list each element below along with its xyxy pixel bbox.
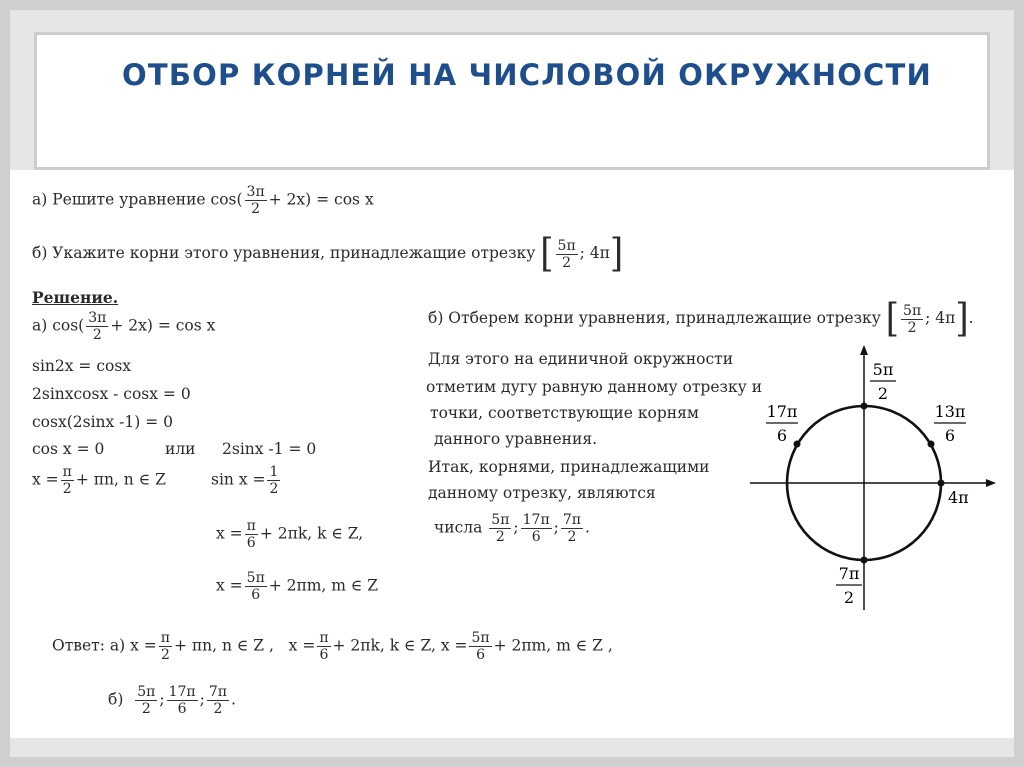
fraction-5pi-6 (245, 570, 267, 603)
den: 2 (213, 701, 223, 717)
explanation-b-head: б) Отберем корни уравнения, принадлежащие отрезку (428, 309, 881, 327)
den: 6 (177, 701, 187, 717)
fraction-17pi-6 (521, 512, 552, 545)
label-5pi-2-den: 2 (877, 384, 889, 403)
x-eq: x = (130, 636, 157, 655)
den: 2 (562, 254, 572, 271)
num: 3π (88, 310, 107, 326)
problem-a-text: а) Решите уравнение cos( (32, 190, 243, 209)
den: 2 (269, 481, 279, 497)
fraction-7pi-2 (207, 684, 229, 717)
solution-step-5: 2sinx -1 = 0 (222, 440, 317, 458)
sep: ; (199, 690, 205, 709)
fraction-3pi-2 (245, 184, 267, 217)
den: 2 (495, 529, 505, 545)
explanation-line-6: данному отрезку, являются (428, 484, 656, 502)
explanation-line-3: точки, соответствующие корням (430, 404, 699, 422)
period: . (585, 518, 590, 537)
segment-end: ; 4π (925, 309, 956, 327)
explanation-line-2: отметим дугу равную данному отрезку и (426, 378, 763, 396)
sep: ; (553, 518, 559, 537)
num: 3π (246, 184, 265, 200)
problem-part-b (32, 231, 624, 277)
answer-term-2: + 2πk, k ∈ Z, (332, 636, 436, 655)
fraction-5pi-2 (135, 684, 157, 717)
num: π (246, 518, 256, 534)
solution-or: или (165, 440, 196, 458)
den: 2 (92, 327, 102, 343)
explanation-line-5: Итак, корнями, принадлежащими (428, 458, 710, 476)
sep: ; (513, 518, 519, 537)
open-bracket: [ (885, 296, 900, 342)
solution-root-3 (216, 570, 378, 603)
label-17pi-6-num: 17π (766, 402, 798, 421)
close-bracket: ] (609, 231, 624, 277)
period: . (230, 690, 236, 709)
label-13pi-6-den: 6 (944, 426, 956, 445)
x-eq: x = (288, 636, 316, 655)
num: 17π (168, 684, 196, 700)
label-7pi-2-num: 7π (838, 564, 860, 583)
x-eq: x = (32, 470, 59, 489)
den: 2 (160, 647, 170, 663)
solution-step-3: cosx(2sinx -1) = 0 (32, 413, 174, 431)
den: 2 (907, 319, 917, 336)
fraction-5pi-2 (901, 303, 923, 336)
num: 5π (557, 237, 576, 254)
num: π (319, 630, 329, 646)
num: 1 (269, 464, 279, 480)
open-bracket: [ (540, 231, 554, 277)
fraction-17pi-6 (167, 684, 198, 717)
close-bracket: ] (955, 296, 969, 342)
fraction-pi-2 (61, 464, 74, 497)
fraction-1-2 (267, 464, 280, 497)
num: 5π (491, 512, 510, 528)
point-17pi-6 (794, 441, 801, 448)
root-3-tail: + 2πm, m ∈ Z (268, 576, 379, 595)
period: . (968, 309, 974, 327)
root-2-tail: + 2πk, k ∈ Z, (259, 524, 364, 543)
point-13pi-6 (928, 441, 935, 448)
solution-step-1: sin2x = cosx (32, 357, 132, 375)
explanation-part-b (428, 296, 974, 342)
num: 5π (137, 684, 156, 700)
fraction-pi-2 (159, 630, 172, 663)
num: 7π (208, 684, 227, 700)
label-7pi-2-den: 2 (843, 588, 855, 607)
answer-label: Ответ: а) (52, 636, 126, 655)
fraction-3pi-2 (86, 310, 108, 343)
sep: ; (159, 690, 165, 709)
x-eq: x = (216, 576, 243, 595)
answer-part-b (108, 684, 236, 717)
num: 17π (522, 512, 550, 528)
step-a-tail: + 2x) = cos x (110, 316, 216, 335)
explanation-line-4: данного уравнения. (434, 430, 598, 448)
den: 6 (319, 647, 329, 663)
num: 5π (903, 302, 922, 319)
roots-label: числа (434, 518, 483, 537)
num: π (160, 630, 170, 646)
den: 6 (251, 587, 261, 603)
den: 2 (141, 701, 151, 717)
label-4pi: 4π (948, 488, 969, 507)
point-7pi-2 (861, 557, 868, 564)
problem-a-tail: + 2x) = cos x (268, 190, 374, 209)
num: π (62, 464, 72, 480)
label-5pi-2-num: 5π (872, 360, 894, 379)
sin-eq: sin x = (211, 470, 266, 489)
fraction-7pi-2 (561, 512, 583, 545)
label-17pi-6-den: 6 (776, 426, 788, 445)
title-box (34, 32, 990, 170)
label-13pi-6-num: 13π (934, 402, 966, 421)
fraction-5pi-2 (556, 238, 578, 271)
y-axis-arrow (860, 345, 868, 355)
x-axis-arrow (986, 479, 996, 487)
fraction-5pi-2 (489, 512, 511, 545)
segment-end: ; 4π (579, 244, 610, 262)
num: 5π (246, 570, 265, 586)
den: 2 (567, 529, 577, 545)
fraction-pi-6 (245, 518, 258, 551)
explanation-line-1: Для этого на единичной окружности (428, 350, 734, 368)
num: 5π (471, 630, 490, 646)
solution-heading: Решение. (32, 288, 119, 307)
solution-step-a (32, 310, 215, 343)
unit-circle-diagram (740, 345, 1010, 620)
point-5pi-2 (861, 403, 868, 410)
answer-term-3: + 2πm, m ∈ Z , (493, 636, 613, 655)
den: 2 (62, 481, 72, 497)
den: 6 (476, 647, 485, 663)
solution-root-1 (32, 464, 166, 497)
den: 6 (531, 529, 541, 545)
explanation-roots (434, 512, 590, 545)
slide-title: ОТБОР КОРНЕЙ НА ЧИСЛОВОЙ ОКРУЖНОСТИ (122, 58, 932, 92)
x-eq: x = (216, 524, 243, 543)
problem-part-a (32, 184, 374, 217)
solution-step-2: 2sinxcosx - cosx = 0 (32, 385, 191, 403)
solution-step-4: cos x = 0 (32, 440, 105, 458)
point-4pi (938, 480, 945, 487)
den: 2 (251, 201, 261, 217)
solution-sin-eq (211, 464, 282, 497)
x-eq: x = (440, 636, 468, 655)
fraction-pi-6 (317, 630, 330, 663)
step-a-head: а) cos( (32, 316, 85, 335)
num: 7π (562, 512, 581, 528)
answer-term-1: + πn, n ∈ Z , (174, 636, 274, 655)
answer-b-label: б) (108, 690, 124, 709)
problem-b-text: б) Укажите корни этого уравнения, принадлежащие отрезку (32, 244, 536, 262)
answer-part-a (52, 630, 613, 663)
fraction-5pi-6 (469, 630, 491, 663)
solution-root-2 (216, 518, 363, 551)
den: 6 (246, 535, 256, 551)
root-1-tail: + πn, n ∈ Z (75, 470, 166, 489)
